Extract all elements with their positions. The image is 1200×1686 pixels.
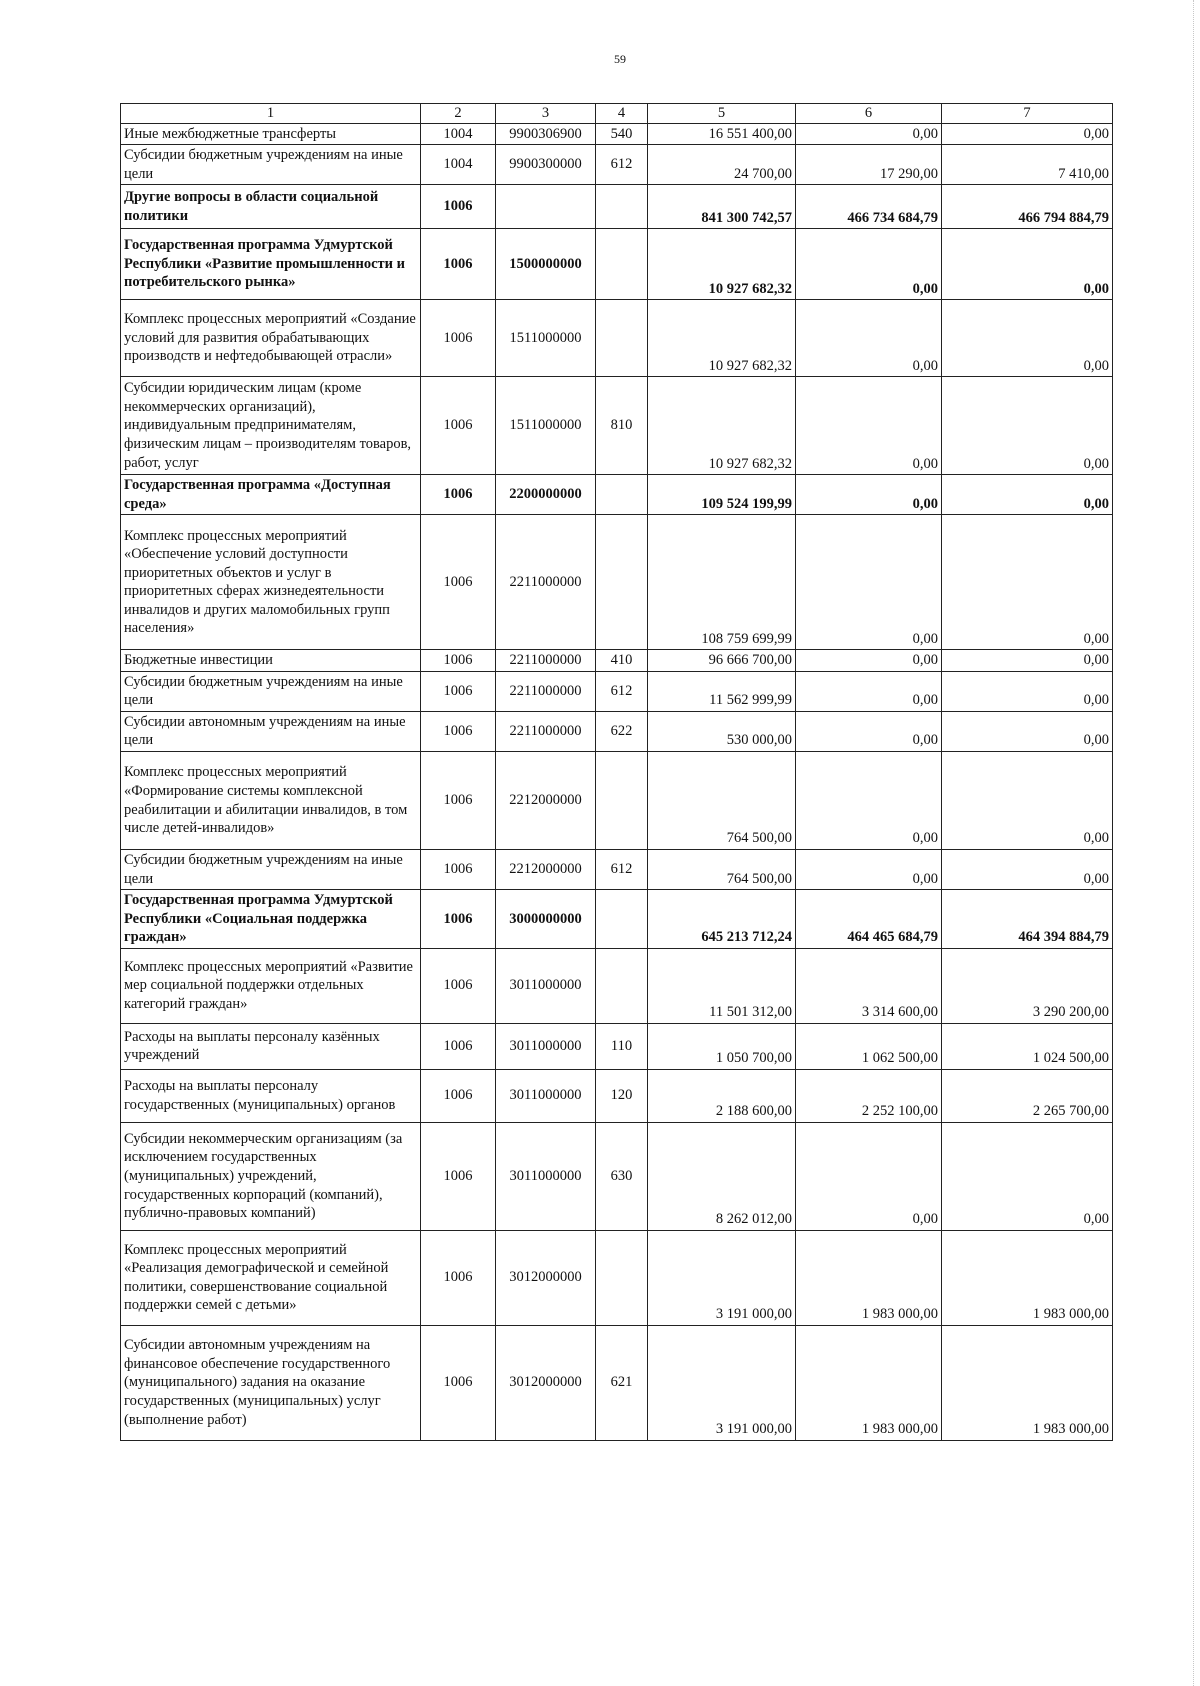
amount-col7-cell: 0,00 xyxy=(942,229,1113,300)
table-row xyxy=(121,145,1113,185)
row-name-cell: Комплекс процессных мероприятий «Развитие мер социальной поддержки отдельных категорий граждан» xyxy=(121,948,421,1023)
expense-type-cell xyxy=(596,752,648,850)
table-row xyxy=(121,515,1113,650)
table-row xyxy=(121,671,1113,711)
section-code-cell: 1006 xyxy=(421,752,496,850)
expense-type-cell: 110 xyxy=(596,1023,648,1069)
amount-col5-cell: 108 759 699,99 xyxy=(648,515,796,650)
section-code-cell: 1006 xyxy=(421,671,496,711)
row-name-cell: Субсидии некоммерческим организациям (за исключением государственных (муниципальных) учреждений, государственных корпораций (компаний), публично-правовых компаний) xyxy=(121,1122,421,1230)
section-code-cell: 1006 xyxy=(421,1122,496,1230)
amount-col7-cell: 0,00 xyxy=(942,671,1113,711)
amount-col5-cell: 841 300 742,57 xyxy=(648,185,796,229)
header-cell: 5 xyxy=(648,104,796,124)
expense-type-cell: 120 xyxy=(596,1069,648,1122)
amount-col7-cell: 464 394 884,79 xyxy=(942,890,1113,949)
amount-col5-cell: 10 927 682,32 xyxy=(648,377,796,475)
row-name-cell: Субсидии автономным учреждениям на финансовое обеспечение государственного (муниципального) задания на оказание государственных (муниципальных) услуг (выполнение работ) xyxy=(121,1325,421,1440)
expense-type-cell: 540 xyxy=(596,123,648,145)
amount-col5-cell: 8 262 012,00 xyxy=(648,1122,796,1230)
row-name-cell: Иные межбюджетные трансферты xyxy=(121,123,421,145)
table-row xyxy=(121,948,1113,1023)
amount-col5-cell: 24 700,00 xyxy=(648,145,796,185)
section-code-cell: 1006 xyxy=(421,1230,496,1325)
target-article-cell: 3000000000 xyxy=(496,890,596,949)
amount-col6-cell: 0,00 xyxy=(796,1122,942,1230)
section-code-cell: 1006 xyxy=(421,515,496,650)
section-code-cell: 1006 xyxy=(421,1325,496,1440)
row-name-cell: Государственная программа Удмуртской Республики «Развитие промышленности и потребительского рынка» xyxy=(121,229,421,300)
table-row xyxy=(121,650,1113,672)
table-row xyxy=(121,752,1113,850)
amount-col7-cell: 7 410,00 xyxy=(942,145,1113,185)
section-code-cell: 1006 xyxy=(421,475,496,515)
amount-col7-cell: 0,00 xyxy=(942,1122,1113,1230)
target-article-cell: 9900306900 xyxy=(496,123,596,145)
expense-type-cell xyxy=(596,185,648,229)
amount-col5-cell: 764 500,00 xyxy=(648,752,796,850)
amount-col6-cell: 466 734 684,79 xyxy=(796,185,942,229)
target-article-cell: 1511000000 xyxy=(496,300,596,377)
row-name-cell: Государственная программа Удмуртской Республики «Социальная поддержка граждан» xyxy=(121,890,421,949)
section-code-cell: 1006 xyxy=(421,850,496,890)
page-number: 59 xyxy=(614,52,626,66)
table-row xyxy=(121,300,1113,377)
target-article-cell: 3011000000 xyxy=(496,1023,596,1069)
amount-col7-cell: 1 983 000,00 xyxy=(942,1325,1113,1440)
amount-col6-cell: 0,00 xyxy=(796,229,942,300)
amount-col6-cell: 1 983 000,00 xyxy=(796,1325,942,1440)
amount-col5-cell: 11 501 312,00 xyxy=(648,948,796,1023)
amount-col5-cell: 764 500,00 xyxy=(648,850,796,890)
target-article-cell: 2212000000 xyxy=(496,752,596,850)
amount-col7-cell: 0,00 xyxy=(942,850,1113,890)
amount-col6-cell: 0,00 xyxy=(796,123,942,145)
amount-col5-cell: 109 524 199,99 xyxy=(648,475,796,515)
header-cell: 1 xyxy=(121,104,421,124)
table-row xyxy=(121,123,1113,145)
target-article-cell: 3011000000 xyxy=(496,1122,596,1230)
table-row xyxy=(121,1069,1113,1122)
expense-type-cell xyxy=(596,515,648,650)
amount-col5-cell: 1 050 700,00 xyxy=(648,1023,796,1069)
scan-edge xyxy=(1192,0,1194,1686)
target-article-cell xyxy=(496,185,596,229)
target-article-cell: 2212000000 xyxy=(496,850,596,890)
target-article-cell: 2200000000 xyxy=(496,475,596,515)
row-name-cell: Субсидии бюджетным учреждениям на иные цели xyxy=(121,145,421,185)
target-article-cell: 3011000000 xyxy=(496,1069,596,1122)
amount-col5-cell: 3 191 000,00 xyxy=(648,1230,796,1325)
amount-col5-cell: 96 666 700,00 xyxy=(648,650,796,672)
target-article-cell: 1500000000 xyxy=(496,229,596,300)
row-name-cell: Комплекс процессных мероприятий «Обеспечение условий доступности приоритетных объектов и услуг в приоритетных сферах жизнедеятельности инвалидов и других маломобильных групп населения» xyxy=(121,515,421,650)
table-body xyxy=(121,104,1113,1441)
section-code-cell: 1006 xyxy=(421,300,496,377)
section-code-cell: 1006 xyxy=(421,185,496,229)
header-cell: 7 xyxy=(942,104,1113,124)
table-row xyxy=(121,1023,1113,1069)
section-code-cell: 1006 xyxy=(421,1069,496,1122)
expense-type-cell xyxy=(596,300,648,377)
amount-col5-cell: 2 188 600,00 xyxy=(648,1069,796,1122)
amount-col5-cell: 16 551 400,00 xyxy=(648,123,796,145)
amount-col5-cell: 530 000,00 xyxy=(648,711,796,751)
amount-col7-cell: 0,00 xyxy=(942,650,1113,672)
section-code-cell: 1006 xyxy=(421,377,496,475)
row-name-cell: Расходы на выплаты персоналу казённых учреждений xyxy=(121,1023,421,1069)
table-row xyxy=(121,229,1113,300)
section-code-cell: 1006 xyxy=(421,650,496,672)
target-article-cell: 3012000000 xyxy=(496,1325,596,1440)
expense-type-cell xyxy=(596,229,648,300)
target-article-cell: 3011000000 xyxy=(496,948,596,1023)
amount-col6-cell: 0,00 xyxy=(796,650,942,672)
amount-col7-cell: 0,00 xyxy=(942,377,1113,475)
amount-col6-cell: 1 983 000,00 xyxy=(796,1230,942,1325)
amount-col6-cell: 17 290,00 xyxy=(796,145,942,185)
table-row xyxy=(121,377,1113,475)
row-name-cell: Комплекс процессных мероприятий «Реализация демографической и семейной политики, совершенствование социальной поддержки семей с детьми» xyxy=(121,1230,421,1325)
row-name-cell: Государственная программа «Доступная среда» xyxy=(121,475,421,515)
header-cell: 2 xyxy=(421,104,496,124)
target-article-cell: 9900300000 xyxy=(496,145,596,185)
section-code-cell: 1006 xyxy=(421,229,496,300)
amount-col6-cell: 0,00 xyxy=(796,752,942,850)
row-name-cell: Субсидии бюджетным учреждениям на иные цели xyxy=(121,671,421,711)
row-name-cell: Другие вопросы в области социальной политики xyxy=(121,185,421,229)
amount-col6-cell: 3 314 600,00 xyxy=(796,948,942,1023)
expense-type-cell xyxy=(596,948,648,1023)
amount-col5-cell: 3 191 000,00 xyxy=(648,1325,796,1440)
row-name-cell: Комплекс процессных мероприятий «Формирование системы комплексной реабилитации и абилитации инвалидов, в том числе детей-инвалидов» xyxy=(121,752,421,850)
section-code-cell: 1006 xyxy=(421,711,496,751)
target-article-cell: 2211000000 xyxy=(496,711,596,751)
target-article-cell: 2211000000 xyxy=(496,515,596,650)
section-code-cell: 1006 xyxy=(421,1023,496,1069)
expense-type-cell: 612 xyxy=(596,850,648,890)
amount-col7-cell: 0,00 xyxy=(942,515,1113,650)
amount-col5-cell: 10 927 682,32 xyxy=(648,229,796,300)
amount-col7-cell: 3 290 200,00 xyxy=(942,948,1113,1023)
row-name-cell: Субсидии автономным учреждениям на иные цели xyxy=(121,711,421,751)
row-name-cell: Субсидии юридическим лицам (кроме некоммерческих организаций), индивидуальным предпринимателям, физическим лицам – производителям товаров, работ, услуг xyxy=(121,377,421,475)
amount-col7-cell: 0,00 xyxy=(942,752,1113,850)
amount-col7-cell: 0,00 xyxy=(942,475,1113,515)
amount-col7-cell: 0,00 xyxy=(942,711,1113,751)
amount-col7-cell: 2 265 700,00 xyxy=(942,1069,1113,1122)
header-cell: 4 xyxy=(596,104,648,124)
table-row xyxy=(121,1230,1113,1325)
target-article-cell: 2211000000 xyxy=(496,671,596,711)
expense-type-cell: 612 xyxy=(596,145,648,185)
table-row xyxy=(121,475,1113,515)
amount-col7-cell: 0,00 xyxy=(942,300,1113,377)
target-article-cell: 3012000000 xyxy=(496,1230,596,1325)
amount-col7-cell: 1 983 000,00 xyxy=(942,1230,1113,1325)
section-code-cell: 1004 xyxy=(421,145,496,185)
header-cell: 3 xyxy=(496,104,596,124)
table-row xyxy=(121,890,1113,949)
row-name-cell: Комплекс процессных мероприятий «Создание условий для развития обрабатывающих производств и нефтедобывающей отрасли» xyxy=(121,300,421,377)
table-row xyxy=(121,850,1113,890)
row-name-cell: Бюджетные инвестиции xyxy=(121,650,421,672)
row-name-cell: Расходы на выплаты персоналу государственных (муниципальных) органов xyxy=(121,1069,421,1122)
amount-col6-cell: 0,00 xyxy=(796,377,942,475)
table-row xyxy=(121,1122,1113,1230)
header-cell: 6 xyxy=(796,104,942,124)
table-row xyxy=(121,1325,1113,1440)
expense-type-cell xyxy=(596,890,648,949)
section-code-cell: 1004 xyxy=(421,123,496,145)
expense-type-cell: 622 xyxy=(596,711,648,751)
table-header-row xyxy=(121,104,1113,124)
expense-type-cell xyxy=(596,1230,648,1325)
expense-type-cell: 621 xyxy=(596,1325,648,1440)
target-article-cell: 1511000000 xyxy=(496,377,596,475)
amount-col6-cell: 0,00 xyxy=(796,850,942,890)
amount-col5-cell: 10 927 682,32 xyxy=(648,300,796,377)
section-code-cell: 1006 xyxy=(421,948,496,1023)
expense-type-cell: 410 xyxy=(596,650,648,672)
amount-col6-cell: 0,00 xyxy=(796,711,942,751)
amount-col6-cell: 0,00 xyxy=(796,475,942,515)
target-article-cell: 2211000000 xyxy=(496,650,596,672)
table-row xyxy=(121,711,1113,751)
amount-col5-cell: 11 562 999,99 xyxy=(648,671,796,711)
expense-type-cell xyxy=(596,475,648,515)
amount-col6-cell: 464 465 684,79 xyxy=(796,890,942,949)
row-name-cell: Субсидии бюджетным учреждениям на иные цели xyxy=(121,850,421,890)
amount-col7-cell: 0,00 xyxy=(942,123,1113,145)
amount-col6-cell: 0,00 xyxy=(796,671,942,711)
expense-type-cell: 612 xyxy=(596,671,648,711)
table-row xyxy=(121,185,1113,229)
amount-col6-cell: 1 062 500,00 xyxy=(796,1023,942,1069)
section-code-cell: 1006 xyxy=(421,890,496,949)
amount-col7-cell: 466 794 884,79 xyxy=(942,185,1113,229)
amount-col6-cell: 0,00 xyxy=(796,515,942,650)
expense-type-cell: 810 xyxy=(596,377,648,475)
expense-type-cell: 630 xyxy=(596,1122,648,1230)
amount-col6-cell: 2 252 100,00 xyxy=(796,1069,942,1122)
amount-col5-cell: 645 213 712,24 xyxy=(648,890,796,949)
amount-col7-cell: 1 024 500,00 xyxy=(942,1023,1113,1069)
budget-table xyxy=(120,103,1113,1441)
amount-col6-cell: 0,00 xyxy=(796,300,942,377)
